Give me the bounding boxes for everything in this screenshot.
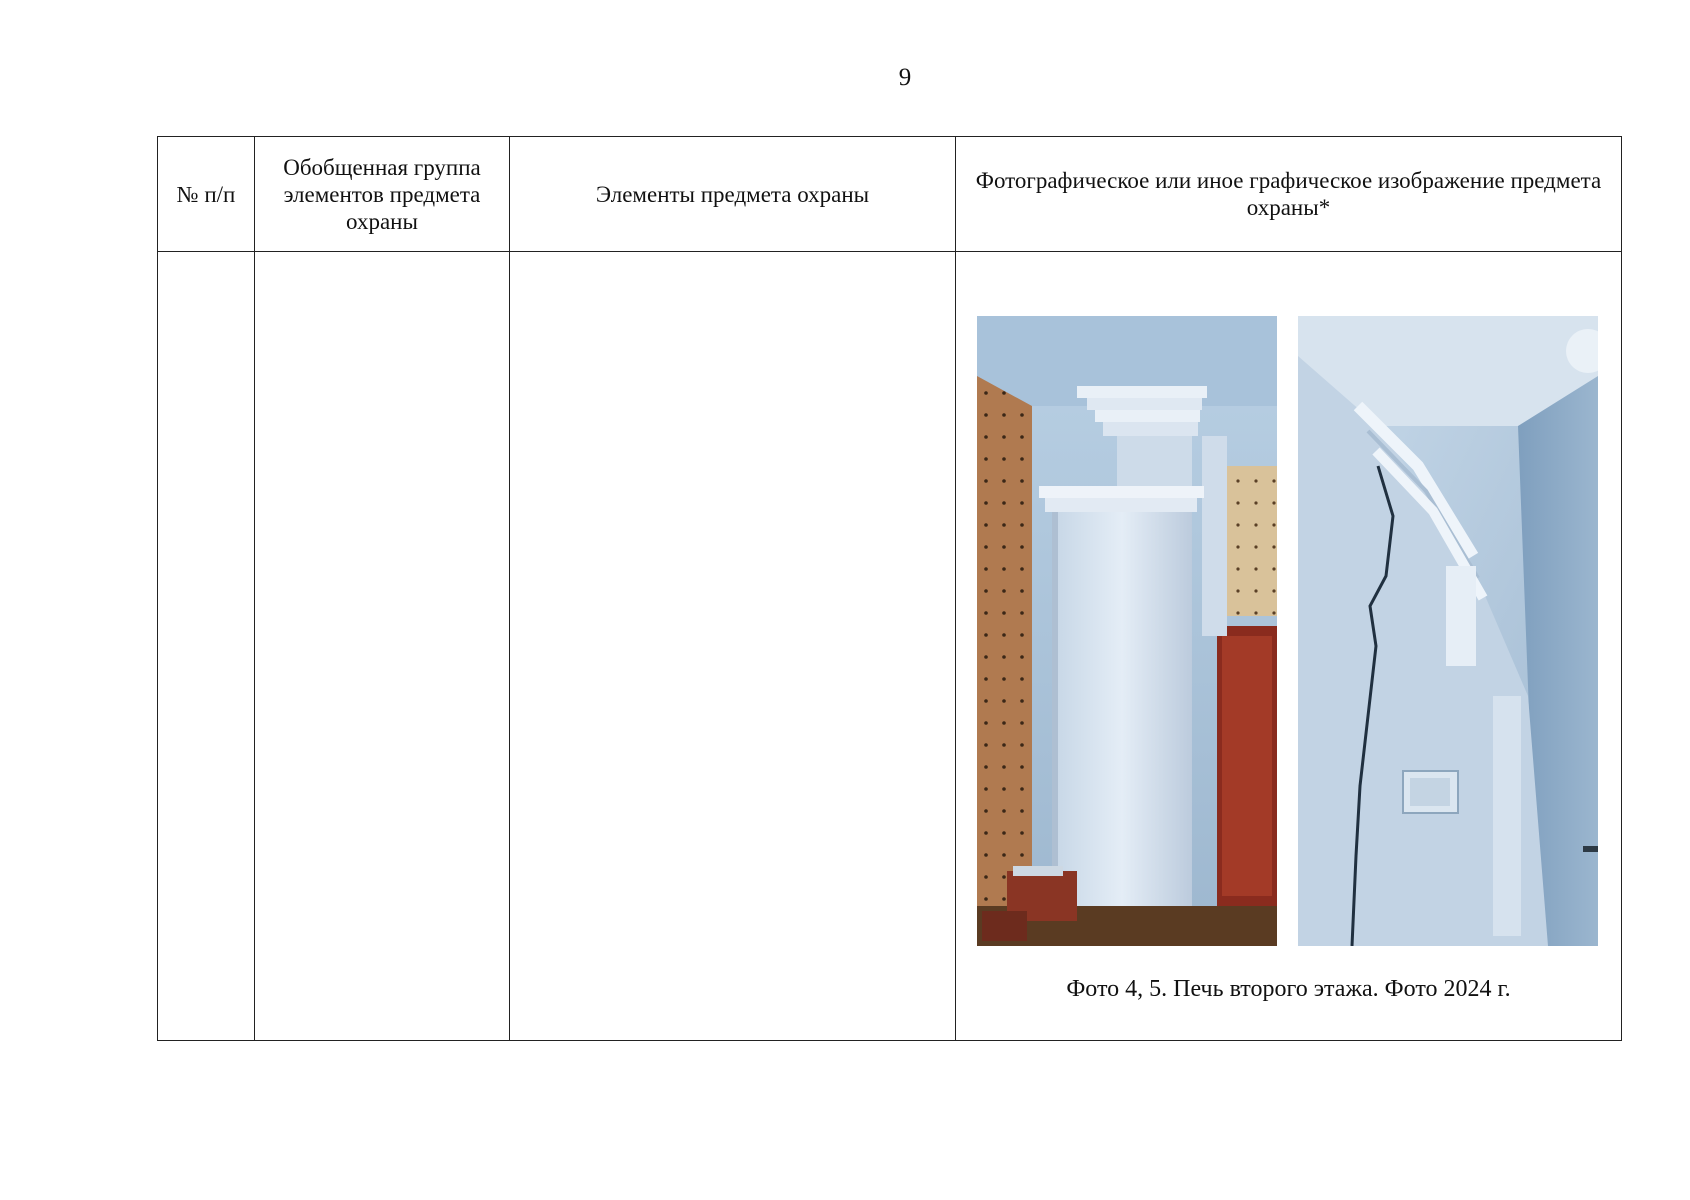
header-image: Фотографическое или иное графическое изображение предмета охраны* — [956, 137, 1622, 252]
protection-table — [157, 136, 1622, 1041]
cell-group — [255, 252, 510, 1041]
header-number: № п/п — [158, 137, 255, 252]
page-number: 9 — [898, 64, 912, 91]
table-row — [158, 252, 1622, 1041]
photo-group — [977, 316, 1599, 946]
cell-number — [158, 252, 255, 1041]
stove-photo-4 — [977, 316, 1277, 946]
header-group: Обобщенная группа элементов предмета охраны — [255, 137, 510, 252]
header-elements: Элементы предмета охраны — [510, 137, 956, 252]
table-header-row — [158, 137, 1622, 252]
photo-caption: Фото 4, 5. Печь второго этажа. Фото 2024 г. — [1066, 976, 1511, 1002]
cell-image — [956, 252, 1622, 1041]
cell-elements — [510, 252, 956, 1041]
stove-photo-5 — [1298, 316, 1598, 946]
